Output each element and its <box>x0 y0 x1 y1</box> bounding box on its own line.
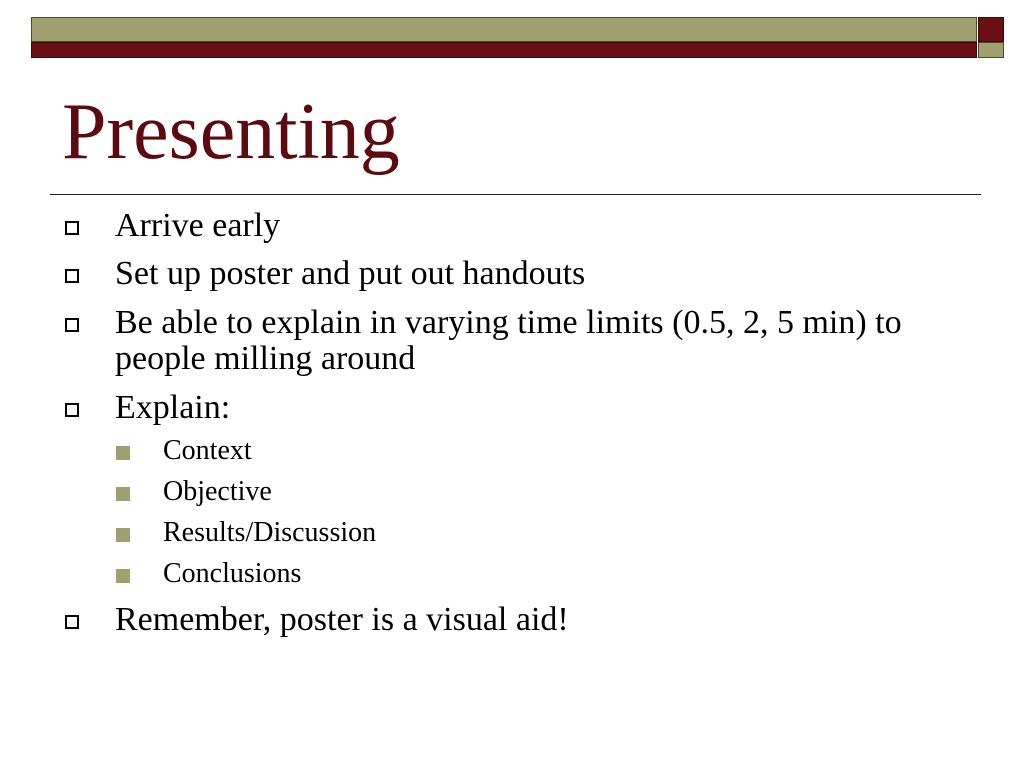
hollow-square-icon <box>65 221 79 235</box>
hollow-square-icon <box>65 403 79 417</box>
list-item: Be able to explain in varying time limits (0.5, 2, 5 min) to people milling around <box>115 304 902 377</box>
sub-list-item: Conclusions <box>163 558 302 589</box>
filled-square-icon <box>116 487 130 501</box>
header-band-olive <box>31 17 977 42</box>
list-item: Remember, poster is a visual aid! <box>115 601 569 638</box>
title-divider <box>50 194 981 195</box>
hollow-square-icon <box>65 318 79 332</box>
list-item: Explain: <box>115 389 231 426</box>
filled-square-icon <box>116 528 130 542</box>
sub-list-item: Results/Discussion <box>163 517 377 548</box>
filled-square-icon <box>116 446 130 460</box>
header-corner-maroon <box>978 17 1004 42</box>
hollow-square-icon <box>65 615 79 629</box>
list-item: Arrive early <box>115 207 281 244</box>
list-item: Set up poster and put out handouts <box>115 255 586 292</box>
filled-square-icon <box>116 569 130 583</box>
header-band-maroon <box>31 42 977 58</box>
sub-list-item: Context <box>163 435 252 466</box>
hollow-square-icon <box>65 269 79 283</box>
slide-title: Presenting <box>62 88 400 176</box>
sub-list-item: Objective <box>163 476 272 507</box>
header-corner-olive <box>978 42 1004 58</box>
